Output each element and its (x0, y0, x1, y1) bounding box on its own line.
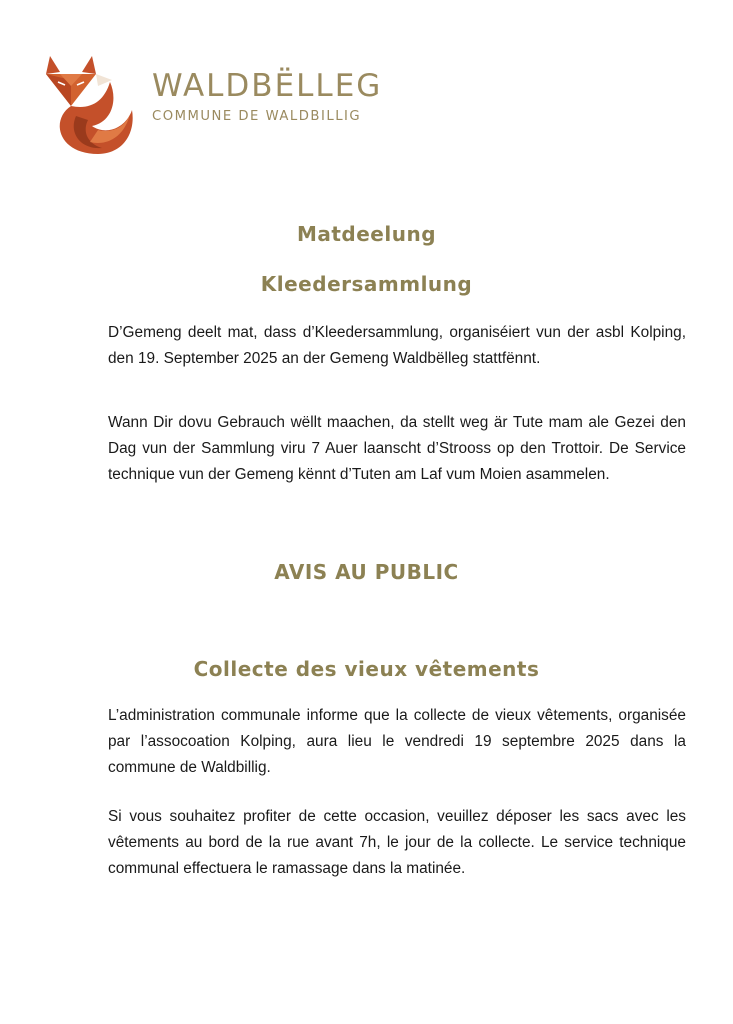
logo-tagline: COMMUNE DE WALDBILLIG (152, 109, 362, 124)
paragraph-lb-1: D’Gemeng deelt mat, dass d’Kleedersammlung, organiséiert vun der asbl Kolping, den 19. September 2025 an der Gemeng Waldbëlleg stattfënnt. (108, 324, 686, 367)
heading-kleedersammlung: Kleedersammlung (260, 272, 473, 296)
paragraph-fr-2: Si vous souhaitez profiter de cette occasion, veuillez déposer les sacs avec les vêtements au bord de la rue avant 7h, le jour de la collecte. Le service technique communal effectuera le ramassage dans la matinée. (108, 808, 686, 877)
commune-logo (40, 50, 400, 160)
paragraph-fr-1: L’administration communale informe que la collecte de vieux vêtements, organisée par l’assocoation Kolping, aura lieu le vendredi 19 septembre 2025 dans la commune de Waldbillig. (108, 707, 686, 776)
paragraph-lb-2: Wann Dir dovu Gebrauch wëllt maachen, da stellt weg är Tute mam ale Gezei den Dag vun der Sammlung viru 7 Auer laanscht d’Strooss op den Trottoir. De Service technique vun der Gemeng kënnt d’Tuten am Laf vum Moien asammelen. (108, 414, 686, 483)
heading-avis-au-public: AVIS AU PUBLIC (274, 560, 459, 584)
heading-matdeelung: Matdeelung (296, 222, 437, 246)
heading-collecte: Collecte des vieux vêtements (193, 657, 540, 681)
logo-wordmark: WALDBËLLEG (152, 68, 383, 104)
fox-icon (40, 50, 136, 158)
